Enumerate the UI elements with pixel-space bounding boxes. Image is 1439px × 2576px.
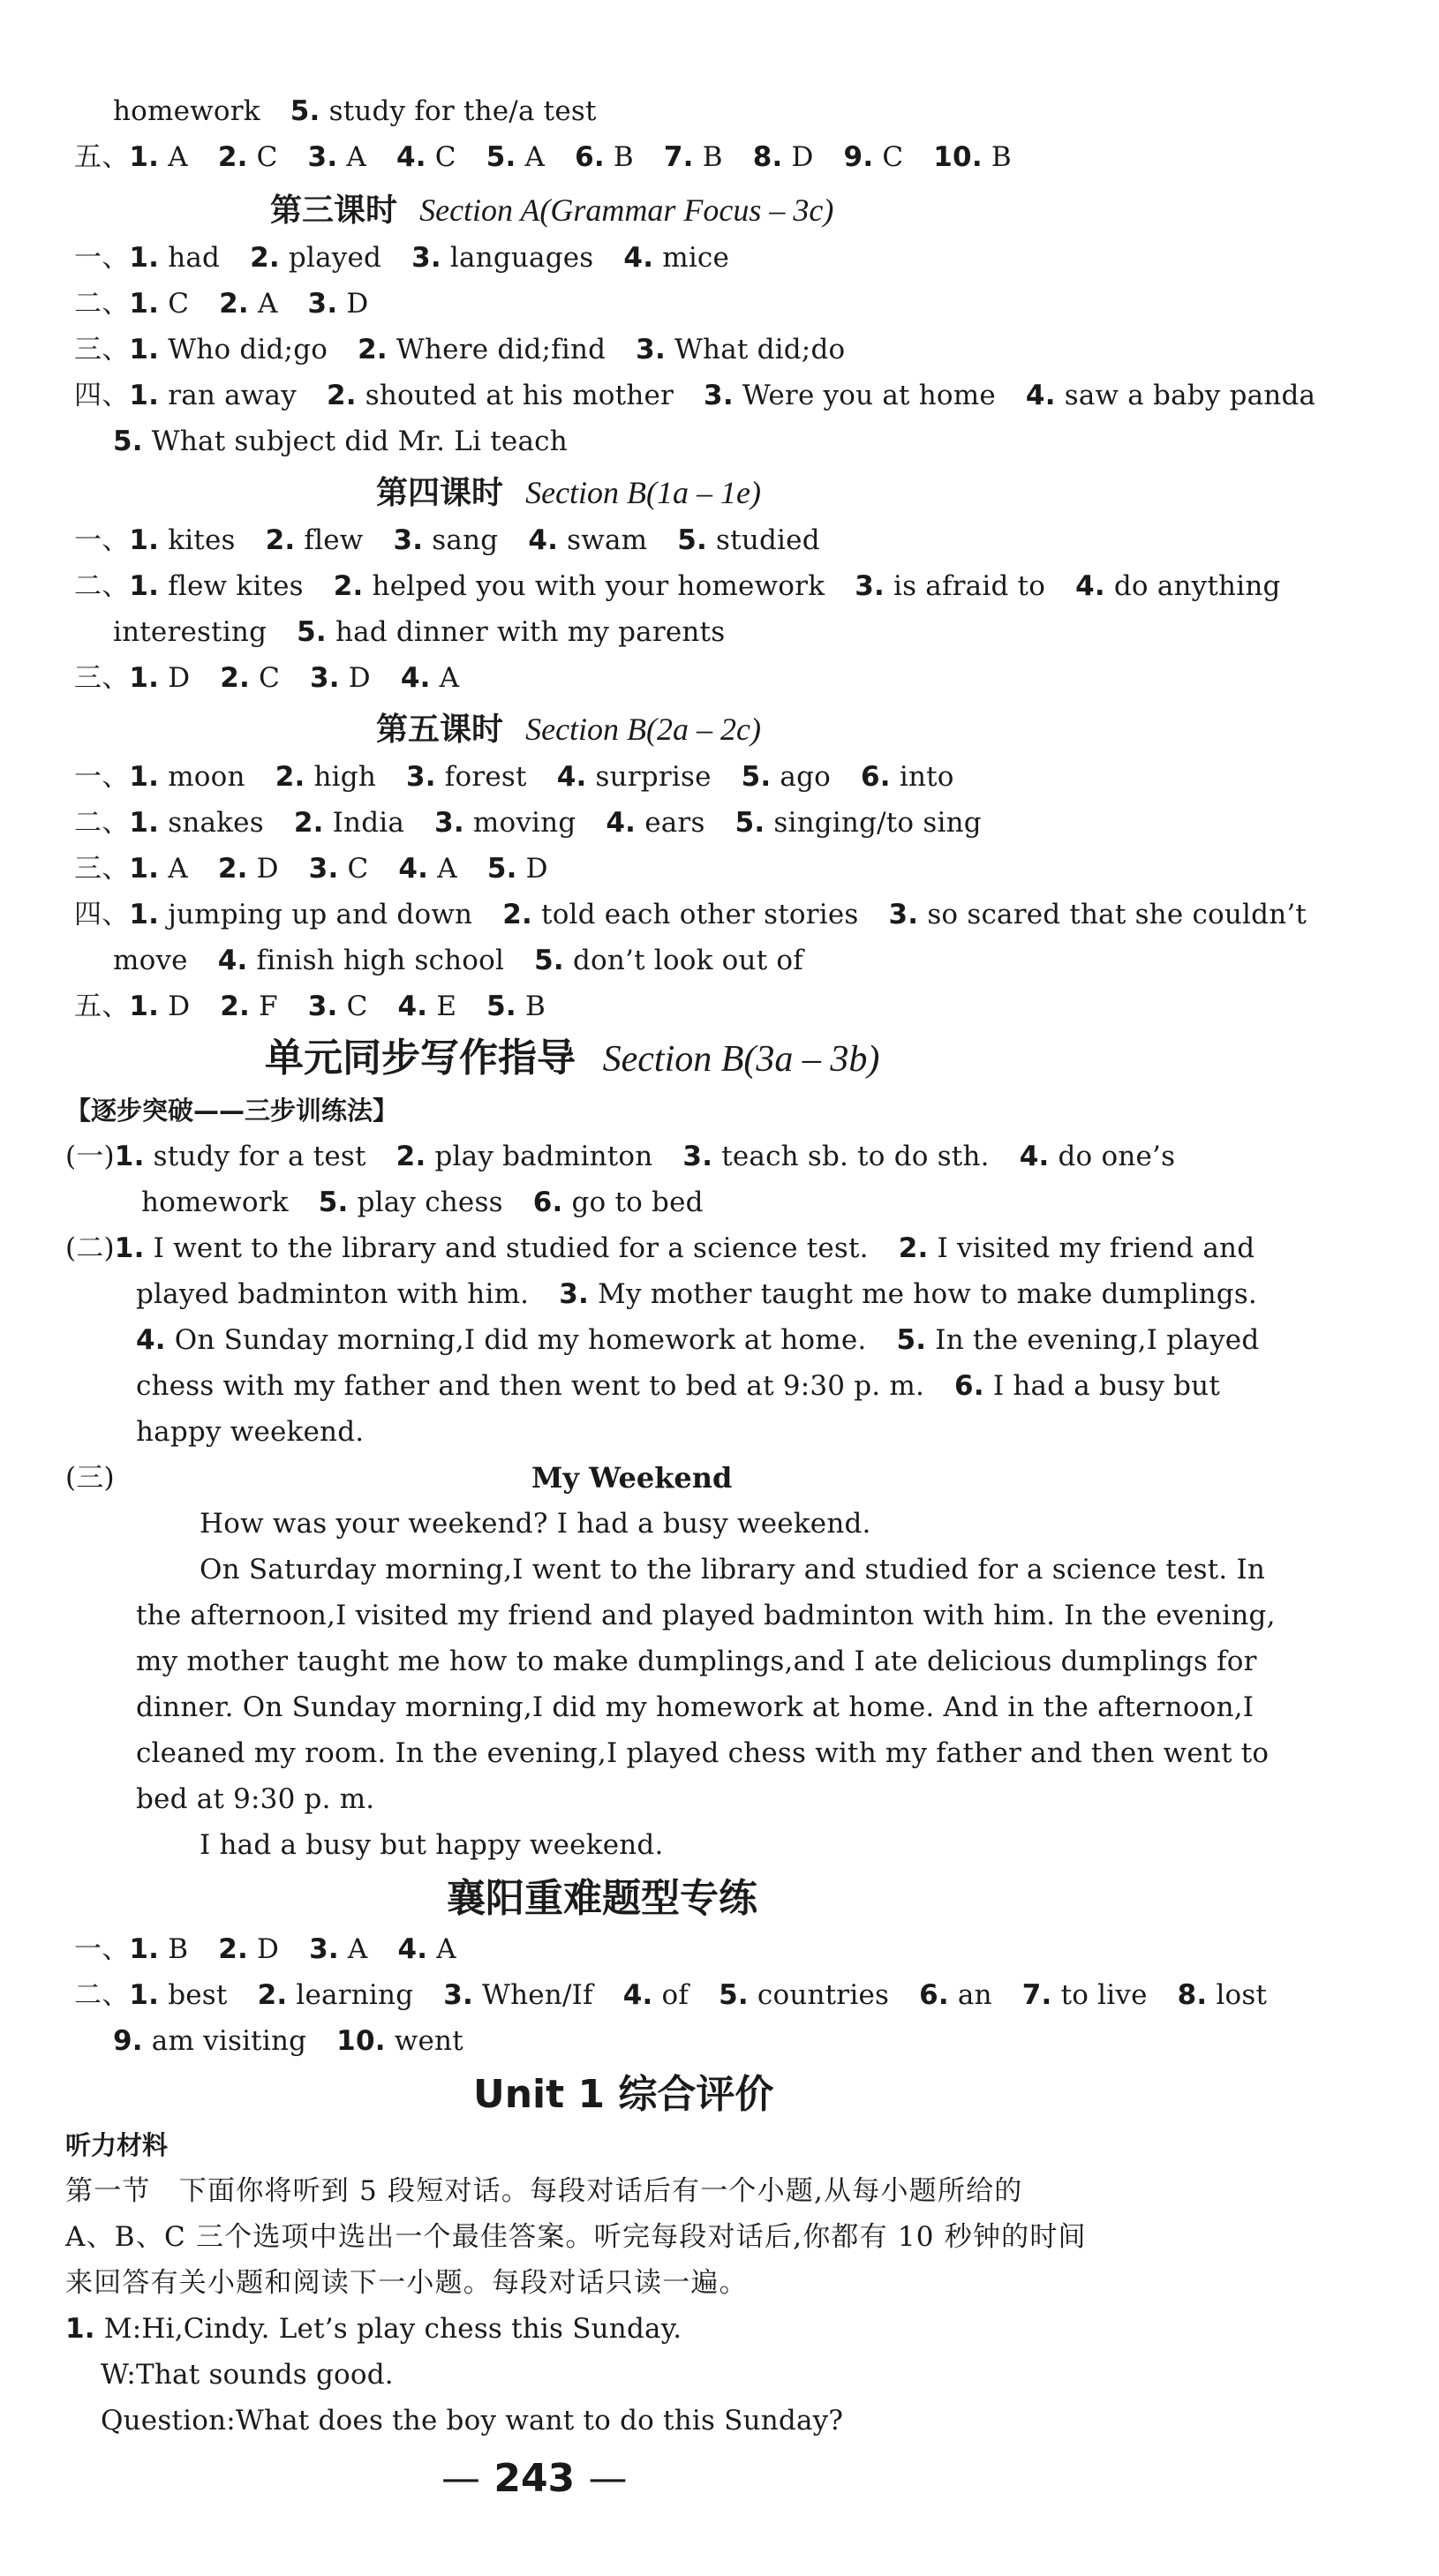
answer-text: into bbox=[890, 761, 954, 793]
answer-line bbox=[113, 94, 597, 129]
subsection-label: 【逐步突破——三步训练法】 bbox=[65, 1096, 399, 1126]
answer-text: helped you with your homework bbox=[363, 570, 825, 602]
essay-title: My Weekend bbox=[531, 1461, 733, 1495]
answer-text: I had a busy but bbox=[983, 1370, 1220, 1402]
essay-line: On Saturday morning,I went to the library and studied for a science test. In bbox=[200, 1554, 1266, 1586]
answer-text: do one’s bbox=[1049, 1141, 1176, 1172]
item-number: 1. bbox=[129, 1933, 160, 1965]
item-number: 9. bbox=[843, 141, 874, 173]
item-number: 9. bbox=[113, 2025, 143, 2057]
answer-text: chess with my father and then went to bed at 9:30 p. m. bbox=[136, 1370, 925, 1402]
answer-text: D bbox=[247, 853, 279, 885]
answer-text: teach sb. to do sth. bbox=[712, 1141, 990, 1172]
dialogue-line bbox=[65, 2311, 682, 2346]
answer-text: D bbox=[516, 853, 548, 885]
item-number: 4. bbox=[606, 807, 637, 839]
item-number: 4. bbox=[400, 662, 431, 694]
item-number: 1. bbox=[129, 807, 160, 839]
answer-line bbox=[113, 2023, 463, 2059]
item-number: 5. bbox=[719, 1979, 749, 2011]
answer-line bbox=[74, 1977, 1267, 2013]
answer-line bbox=[74, 240, 729, 275]
item-number: 2. bbox=[293, 807, 324, 839]
question-group-mark: 二、 bbox=[74, 807, 130, 839]
answer-text: M:Hi,Cindy. Let’s play chess this Sunday. bbox=[94, 2313, 682, 2345]
item-number: 1. bbox=[129, 1979, 160, 2011]
item-number: 3. bbox=[682, 1141, 713, 1172]
essay-line: my mother taught me how to make dumplings,and I ate delicious dumplings for bbox=[136, 1646, 1257, 1677]
item-number: 1. bbox=[129, 570, 160, 602]
answer-text: C bbox=[247, 141, 278, 173]
answer-text: homework bbox=[113, 95, 260, 127]
answer-text: sang bbox=[423, 524, 499, 556]
question-group-mark: 三、 bbox=[74, 334, 130, 365]
item-number: 4. bbox=[528, 524, 559, 556]
item-number: 2. bbox=[358, 334, 388, 365]
answer-text: homework bbox=[141, 1186, 289, 1218]
answer-text: an bbox=[948, 1979, 992, 2011]
instruction-line: A、B、C 三个选项中选出一个最佳答案。听完每段对话后,你都有 10 秒钟的时间 bbox=[65, 2221, 1087, 2253]
item-number: 4. bbox=[398, 853, 429, 885]
item-number: 5. bbox=[735, 807, 765, 839]
answer-text: B bbox=[982, 141, 1012, 173]
item-number: 3. bbox=[307, 141, 338, 173]
answer-text: India bbox=[323, 807, 405, 839]
answer-text: snakes bbox=[159, 807, 264, 839]
item-number: 6. bbox=[532, 1186, 563, 1218]
dialogue-line: W:That sounds good. bbox=[101, 2359, 394, 2391]
answer-text: A bbox=[248, 288, 278, 320]
item-number: 2. bbox=[220, 662, 251, 694]
item-number: 1. bbox=[129, 334, 160, 365]
answer-text: ran away bbox=[159, 380, 297, 411]
answer-text: interesting bbox=[113, 616, 267, 648]
answer-text: played badminton with him. bbox=[136, 1278, 530, 1310]
item-number: 7. bbox=[663, 141, 694, 173]
essay-line: the afternoon,I visited my friend and played badminton with him. In the evening, bbox=[136, 1600, 1276, 1631]
question-group-mark: 二、 bbox=[74, 570, 130, 602]
answer-line bbox=[74, 139, 1012, 175]
answer-line bbox=[136, 1277, 1257, 1312]
item-number: 4. bbox=[217, 945, 248, 976]
item-number: 1. bbox=[65, 2313, 95, 2345]
item-number: 1. bbox=[114, 1141, 145, 1172]
answer-text: play badminton bbox=[426, 1141, 653, 1172]
answer-text: A bbox=[337, 141, 366, 173]
item-number: 1. bbox=[129, 141, 160, 173]
answer-text: B bbox=[604, 141, 634, 173]
answer-text: best bbox=[159, 1979, 228, 2011]
instruction-line: 来回答有关小题和阅读下一小题。每段对话只读一遍。 bbox=[65, 2267, 748, 2299]
dialogue-line: Question:What does the boy want to do this Sunday? bbox=[101, 2405, 844, 2437]
item-number: 10. bbox=[933, 141, 983, 173]
item-number: 1. bbox=[129, 524, 160, 556]
item-number: 5. bbox=[741, 761, 772, 793]
answer-text: happy weekend. bbox=[136, 1416, 365, 1448]
answer-text: play chess bbox=[348, 1186, 503, 1218]
item-number: 4. bbox=[397, 1933, 428, 1965]
answer-text: kites bbox=[159, 524, 236, 556]
item-number: 3. bbox=[888, 899, 919, 930]
answer-text: E bbox=[427, 990, 457, 1022]
answer-line bbox=[74, 897, 1307, 932]
answer-text: D bbox=[159, 662, 191, 694]
item-number: 8. bbox=[1177, 1979, 1208, 2011]
question-group-mark: 二、 bbox=[74, 288, 130, 320]
answer-text: learning bbox=[287, 1979, 414, 2011]
answer-line bbox=[74, 660, 459, 696]
item-number: 6. bbox=[575, 141, 605, 173]
answer-text: A bbox=[159, 141, 188, 173]
item-number: 2. bbox=[396, 1141, 426, 1172]
answer-text: countries bbox=[748, 1979, 890, 2011]
item-number: 3. bbox=[559, 1278, 589, 1310]
item-number: 2. bbox=[219, 288, 249, 320]
item-number: 2. bbox=[220, 990, 251, 1022]
answer-line bbox=[65, 1139, 1175, 1174]
item-number: 3. bbox=[636, 334, 666, 365]
item-number: 5. bbox=[534, 945, 564, 976]
answer-line bbox=[113, 943, 803, 978]
answer-text: F bbox=[250, 990, 278, 1022]
answer-text: flew bbox=[295, 524, 364, 556]
answer-text: so scared that she couldn’t bbox=[918, 899, 1307, 930]
section-heading: 第五课时 Section B(2a – 2c) bbox=[376, 712, 761, 748]
question-group-mark: 一、 bbox=[74, 1933, 130, 1965]
question-group-mark: 一、 bbox=[74, 242, 130, 274]
answer-line bbox=[74, 759, 954, 795]
item-number: 6. bbox=[861, 761, 891, 793]
answer-line bbox=[74, 523, 820, 558]
answer-text: C bbox=[426, 141, 456, 173]
item-number: 1. bbox=[129, 288, 160, 320]
answer-text: moon bbox=[159, 761, 245, 793]
answer-text: What subject did Mr. Li teach bbox=[142, 426, 568, 457]
item-number: 5. bbox=[297, 616, 327, 648]
answer-line bbox=[136, 1322, 1259, 1358]
essay-line: How was your weekend? I had a busy weekend. bbox=[200, 1508, 871, 1540]
section-heading: 襄阳重难题型专练 bbox=[447, 1876, 757, 1921]
answer-text: Were you at home bbox=[733, 380, 996, 411]
answer-text: I visited my friend and bbox=[928, 1232, 1255, 1264]
item-number: 1. bbox=[129, 380, 160, 411]
item-number: 4. bbox=[556, 761, 587, 793]
answer-text: forest bbox=[435, 761, 527, 793]
item-number: 3. bbox=[704, 380, 734, 411]
answer-text: Who did;go bbox=[159, 334, 328, 365]
answer-text: had bbox=[159, 242, 221, 274]
item-number: 6. bbox=[919, 1979, 949, 2011]
question-group-mark: (一) bbox=[65, 1141, 115, 1172]
question-group-mark: 四、 bbox=[74, 899, 130, 930]
item-number: 2. bbox=[257, 1979, 288, 2011]
answer-text: study for the/a test bbox=[320, 95, 597, 127]
item-number: 4. bbox=[396, 141, 426, 173]
section-heading: 第四课时 Section B(1a – 1e) bbox=[376, 475, 761, 511]
question-group-mark: (二) bbox=[65, 1232, 115, 1264]
answer-line bbox=[141, 1185, 704, 1220]
answer-line bbox=[113, 424, 568, 459]
answer-text: In the evening,I played bbox=[926, 1324, 1260, 1356]
answer-text: When/If bbox=[472, 1979, 593, 2011]
item-number: 5. bbox=[896, 1324, 927, 1356]
answer-text: C bbox=[873, 141, 904, 173]
question-group-mark: 四、 bbox=[74, 380, 130, 411]
answer-text: shouted at his mother bbox=[356, 380, 674, 411]
essay-line: cleaned my room. In the evening,I played chess with my father and then went to bbox=[136, 1737, 1269, 1769]
item-number: 7. bbox=[1021, 1979, 1052, 2011]
item-number: 3. bbox=[309, 1933, 339, 1965]
answer-text: D bbox=[159, 990, 191, 1022]
item-number: 2. bbox=[217, 853, 248, 885]
answer-text: saw a baby panda bbox=[1055, 380, 1316, 411]
section-heading: 第三课时 Section A(Grammar Focus – 3c) bbox=[270, 192, 834, 229]
answer-text: played bbox=[279, 242, 382, 274]
item-number: 4. bbox=[622, 1979, 653, 2011]
answer-text: lost bbox=[1207, 1979, 1268, 2011]
answer-text: A bbox=[516, 141, 546, 173]
answer-text: B bbox=[516, 990, 546, 1022]
answer-line bbox=[113, 614, 725, 650]
answer-text: A bbox=[430, 662, 460, 694]
item-number: 3. bbox=[434, 807, 464, 839]
item-number: 8. bbox=[752, 141, 783, 173]
answer-text: Where did;find bbox=[387, 334, 606, 365]
page-number: — 243 — bbox=[441, 2456, 628, 2501]
item-number: 3. bbox=[308, 853, 339, 885]
essay-line: I had a busy but happy weekend. bbox=[200, 1829, 664, 1861]
item-number: 4. bbox=[623, 242, 654, 274]
answer-text: finish high school bbox=[247, 945, 505, 976]
item-number: 2. bbox=[326, 380, 357, 411]
essay-line: bed at 9:30 p. m. bbox=[136, 1783, 375, 1815]
item-number: 6. bbox=[954, 1370, 984, 1402]
answer-text: D bbox=[782, 141, 814, 173]
item-number: 3. bbox=[406, 761, 436, 793]
answer-text: A bbox=[427, 1933, 456, 1965]
answer-text: D bbox=[337, 288, 369, 320]
answer-text: ears bbox=[636, 807, 705, 839]
item-number: 2. bbox=[333, 570, 364, 602]
item-number: 2. bbox=[275, 761, 305, 793]
answer-text: flew kites bbox=[159, 570, 304, 602]
answer-text: D bbox=[339, 662, 371, 694]
answer-line bbox=[74, 332, 845, 367]
item-number: 3. bbox=[310, 662, 340, 694]
answer-text: study for a test bbox=[144, 1141, 366, 1172]
answer-text: B bbox=[693, 141, 723, 173]
question-group-mark: 三、 bbox=[74, 662, 130, 694]
subsection-label: 听力材料 bbox=[65, 2130, 169, 2160]
item-number: 2. bbox=[265, 524, 296, 556]
answer-text: I went to the library and studied for a science test. bbox=[144, 1232, 869, 1264]
item-number: 2. bbox=[502, 899, 532, 930]
answer-text: B bbox=[159, 1933, 189, 1965]
answer-text: don’t look out of bbox=[563, 945, 803, 976]
answer-line bbox=[74, 851, 548, 886]
answer-line bbox=[74, 286, 368, 321]
item-number: 5. bbox=[290, 95, 320, 127]
item-number: 4. bbox=[397, 990, 428, 1022]
essay-line: dinner. On Sunday morning,I did my homework at home. And in the afternoon,I bbox=[136, 1691, 1254, 1723]
item-number: 2. bbox=[217, 141, 248, 173]
answer-line bbox=[74, 1932, 456, 1967]
answer-text: A bbox=[338, 1933, 368, 1965]
item-number: 1. bbox=[129, 853, 160, 885]
answer-text: On Sunday morning,I did my homework at home. bbox=[165, 1324, 867, 1356]
answer-text: is afraid to bbox=[884, 570, 1046, 602]
answer-text: high bbox=[305, 761, 376, 793]
item-number: 4. bbox=[136, 1324, 166, 1356]
item-number: 4. bbox=[1019, 1141, 1050, 1172]
question-group-mark: 一、 bbox=[74, 524, 130, 556]
section-heading: 单元同步写作指导 Section B(3a – 3b) bbox=[265, 1036, 880, 1081]
answer-text: studied bbox=[707, 524, 820, 556]
answer-line bbox=[74, 378, 1315, 413]
item-number: 1. bbox=[114, 1232, 145, 1264]
item-number: 2. bbox=[250, 242, 280, 274]
answer-text: mice bbox=[653, 242, 730, 274]
answer-text: ago bbox=[771, 761, 832, 793]
answer-text: went bbox=[385, 2025, 463, 2057]
item-number: 2. bbox=[898, 1232, 929, 1264]
answer-text: am visiting bbox=[142, 2025, 307, 2057]
item-number: 1. bbox=[129, 899, 160, 930]
answer-text: A bbox=[428, 853, 457, 885]
answer-line bbox=[65, 1231, 1254, 1266]
answer-text: singing/to sing bbox=[765, 807, 982, 839]
item-number: 5. bbox=[677, 524, 707, 556]
answer-text: go to bed bbox=[562, 1186, 704, 1218]
item-number: 2. bbox=[218, 1933, 248, 1965]
answer-text: What did;do bbox=[665, 334, 846, 365]
answer-text: told each other stories bbox=[531, 899, 859, 930]
item-number: 3. bbox=[307, 288, 338, 320]
section-heading: Unit 1 综合评价 bbox=[473, 2072, 774, 2117]
answer-text: surprise bbox=[586, 761, 712, 793]
answer-text: of bbox=[652, 1979, 689, 2011]
answer-text: to live bbox=[1051, 1979, 1148, 2011]
subsection-mark: (三) bbox=[65, 1462, 115, 1494]
answer-line bbox=[74, 989, 546, 1024]
answer-text: do anything bbox=[1104, 570, 1281, 602]
answer-line bbox=[74, 805, 982, 840]
answer-line bbox=[74, 569, 1281, 604]
item-number: 3. bbox=[443, 1979, 473, 2011]
answer-text: C bbox=[250, 662, 280, 694]
item-number: 4. bbox=[1025, 380, 1056, 411]
question-group-mark: 五、 bbox=[74, 990, 130, 1022]
item-number: 5. bbox=[318, 1186, 349, 1218]
question-group-mark: 二、 bbox=[74, 1979, 130, 2011]
item-number: 1. bbox=[129, 242, 160, 274]
question-group-mark: 五、 bbox=[74, 141, 130, 173]
answer-text: swam bbox=[558, 524, 648, 556]
answer-text: My mother taught me how to make dumplings. bbox=[589, 1278, 1257, 1310]
answer-line bbox=[136, 1414, 364, 1450]
answer-text: languages bbox=[441, 242, 594, 274]
answer-text: move bbox=[113, 945, 188, 976]
item-number: 5. bbox=[486, 141, 516, 173]
item-number: 3. bbox=[411, 242, 441, 274]
item-number: 1. bbox=[129, 761, 160, 793]
instruction-line: 第一节 下面你将听到 5 段短对话。每段对话后有一个小题,从每小题所给的 bbox=[65, 2175, 1023, 2207]
item-number: 5. bbox=[486, 990, 516, 1022]
item-number: 3. bbox=[393, 524, 424, 556]
answer-text: A bbox=[159, 853, 188, 885]
item-number: 5. bbox=[486, 853, 517, 885]
item-number: 4. bbox=[1075, 570, 1105, 602]
answer-text: C bbox=[159, 288, 190, 320]
answer-text: C bbox=[337, 990, 368, 1022]
item-number: 5. bbox=[113, 426, 143, 457]
answer-text: D bbox=[247, 1933, 280, 1965]
item-number: 10. bbox=[336, 2025, 386, 2057]
item-number: 3. bbox=[307, 990, 338, 1022]
item-number: 1. bbox=[129, 990, 160, 1022]
answer-text: jumping up and down bbox=[159, 899, 473, 930]
answer-line bbox=[136, 1368, 1220, 1404]
item-number: 1. bbox=[129, 662, 160, 694]
question-group-mark: 三、 bbox=[74, 853, 130, 885]
question-group-mark: 一、 bbox=[74, 761, 130, 793]
item-number: 3. bbox=[855, 570, 885, 602]
answer-text: had dinner with my parents bbox=[326, 616, 726, 648]
answer-text: C bbox=[338, 853, 369, 885]
answer-text: moving bbox=[463, 807, 576, 839]
